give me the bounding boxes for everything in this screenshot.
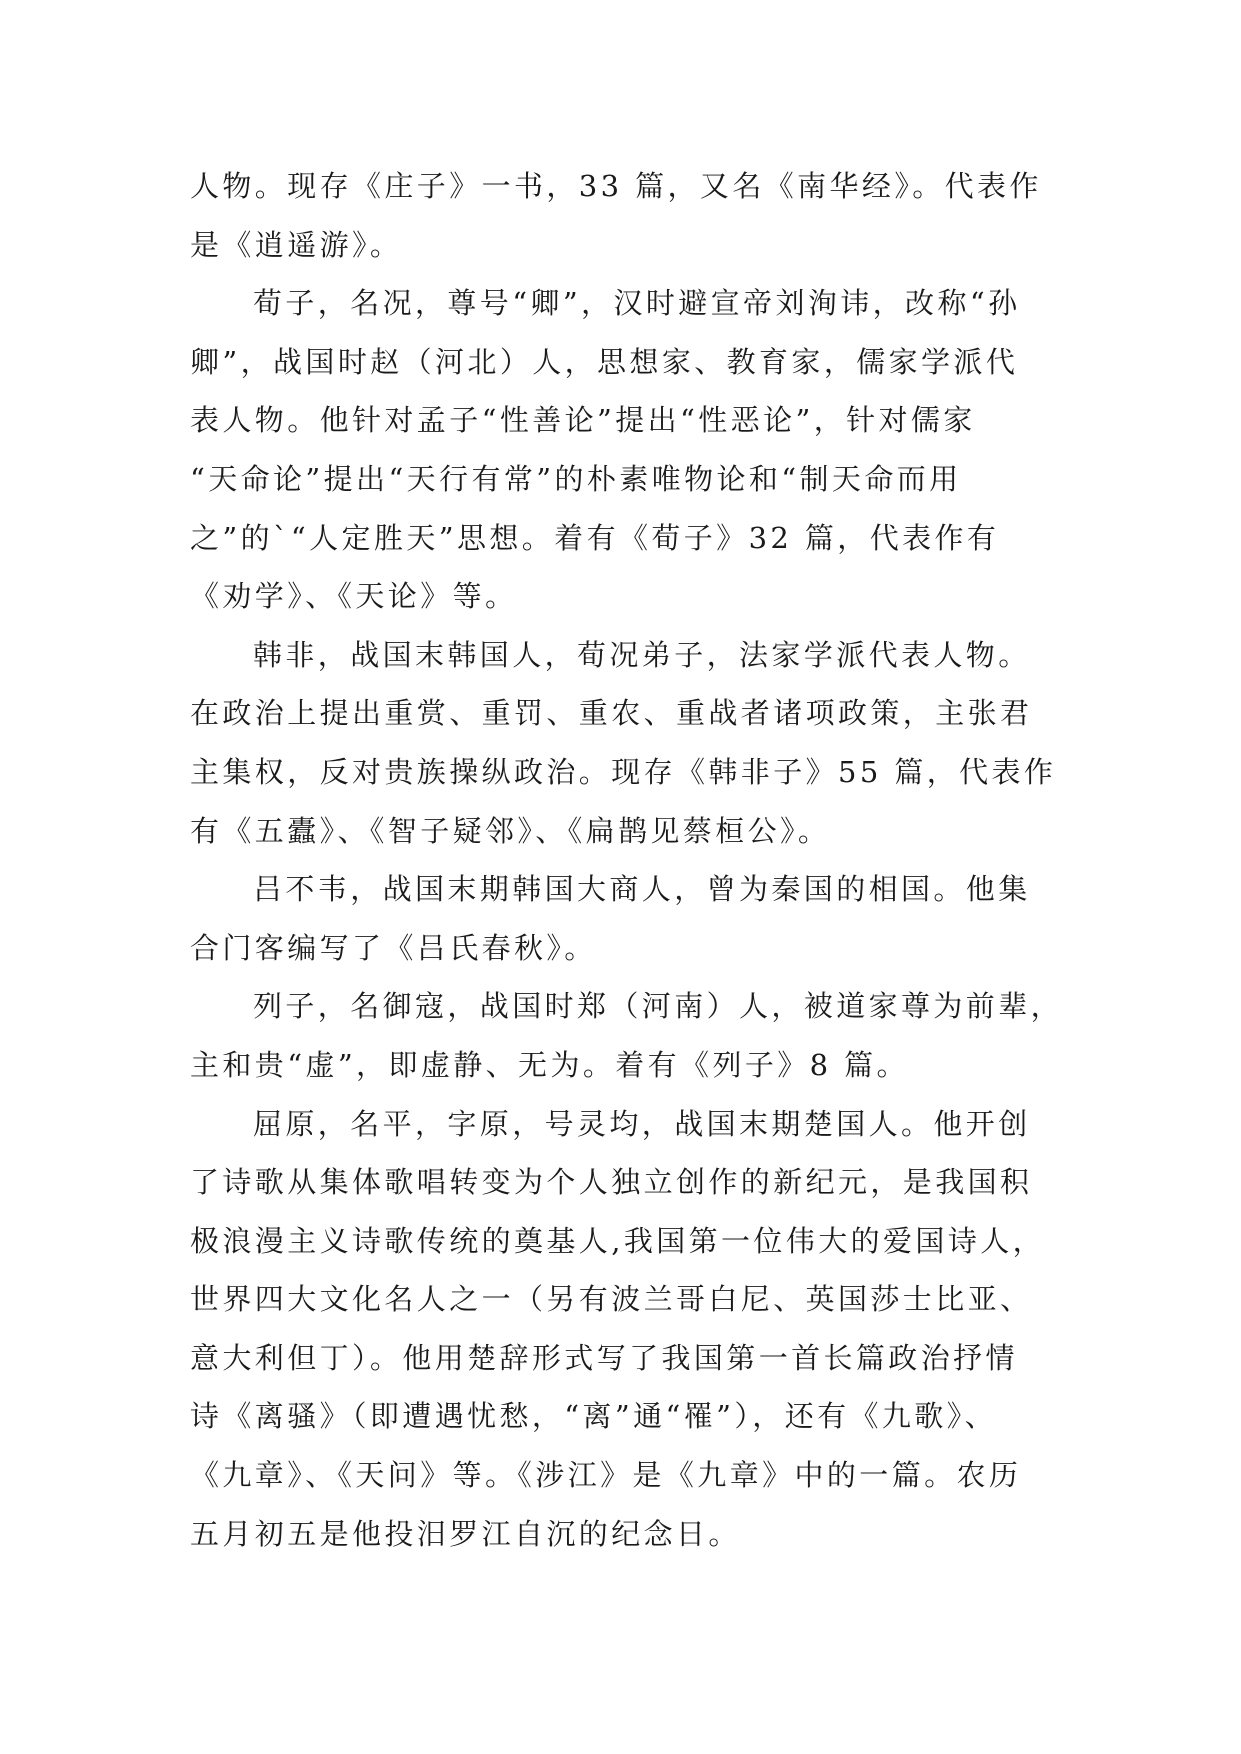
text-line: 《九章》、《天问》等。《涉江》是《九章》中的一篇。农历 [190,1458,1022,1493]
text-line: 世界四大文化名人之一（另有波兰哥白尼、英国莎士比亚、 [190,1282,1033,1317]
text-line: 卿”，战国时赵（河北）人，思想家、教育家，儒家学派代 [190,344,1019,379]
text-line: 表人物。他针对孟子“性善论”提出“性恶论”，针对儒家 [190,403,976,438]
text-line: 主集权，反对贵族操纵政治。现存《韩非子》55 篇，代表作 [190,754,1057,789]
text-line: 之”的`“人定胜天”思想。着有《荀子》32 篇，代表作有 [190,520,1000,555]
paragraph-first-line: 屈原，名平，字原，号灵均，战国末期楚国人。他开创 [253,1106,1031,1141]
paragraph-first-line: 荀子，名况，尊号“卿”，汉时避宣帝刘洵讳，改称“孙 [253,286,1021,321]
text-line: 人物。现存《庄子》一书，33 篇，又名《南华经》。代表作 [190,169,1042,203]
text-line: “天命论”提出“天行有常”的朴素唯物论和“制天命而用 [190,461,962,496]
paragraph-first-line: 吕不韦，战国末期韩国大商人，曾为秦国的相国。他集 [253,872,1031,907]
text-line: 《劝学》、《天论》等。 [190,579,518,614]
text-line: 五月初五是他投汨罗江自沉的纪念日。 [190,1516,741,1551]
text-line: 意大利但丁）。他用楚辞形式写了我国第一首长篇政治抒情 [190,1340,1018,1375]
text-line: 有《五蠹》、《智子疑邻》、《扁鹊见蔡桓公》。 [190,813,831,848]
text-line: 极浪漫主义诗歌传统的奠基人,我国第一位伟大的爱国诗人， [190,1223,1046,1258]
paragraph-first-line: 韩非，战国末韩国人，荀况弟子，法家学派代表人物。 [253,637,1031,672]
text-line: 在政治上提出重赏、重罚、重农、重战者诸项政策，主张君 [190,696,1033,731]
document-body [190,157,1090,1563]
text-line: 合门客编写了《吕氏春秋》。 [190,930,597,965]
text-line: 是《逍遥游》。 [190,227,403,262]
paragraph-first-line: 列子，名御寇，战国时郑（河南）人，被道家尊为前辈， [253,989,1064,1024]
text-line: 了诗歌从集体歌唱转变为个人独立创作的新纪元，是我国积 [190,1165,1033,1200]
text-line: 诗《离骚》（即遭遇忧愁，“离”通“罹”），还有《九歌》、 [190,1399,998,1434]
text-line: 主和贵“虚”，即虚静、无为。着有《列子》8 篇。 [190,1047,909,1082]
